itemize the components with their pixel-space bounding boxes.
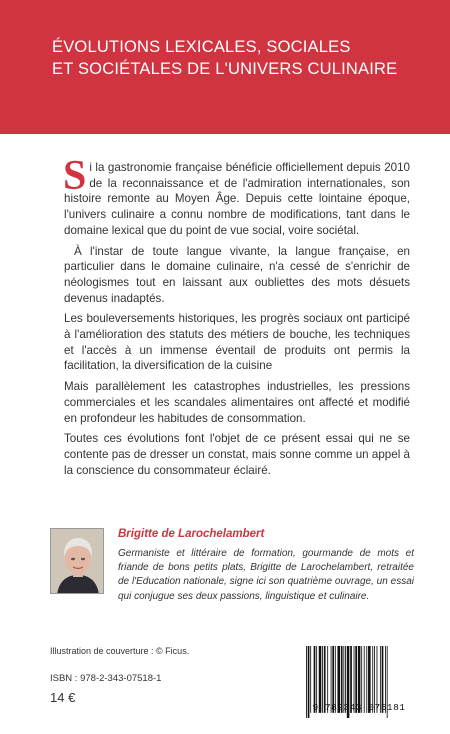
isbn: ISBN : 978-2-343-07518-1 [50,673,162,684]
cover-header-band [0,0,450,134]
book-title-line-1: ÉVOLUTIONS LEXICALES, SOCIALES [52,38,351,56]
barcode-digits: 9 782343 075181 [312,702,406,713]
blurb-paragraph-1-text: i la gastronomie française bénéficie officiellement depuis 2010 de la reconnaissance et de l'admiration internationales, son histoire remonte au Moyen Âge. Depuis cette lointaine époque, l'univers culinaire a connu nombre de modifications, tant dans le domaine lexical que du point de vue social, voire sociétal. [64,161,410,237]
blurb-paragraph-1 [63,153,410,239]
author-photo [50,528,104,594]
price: 14 € [50,690,76,705]
back-cover-blurb [63,153,410,483]
book-title-line-2: ET SOCIÉTALES DE L'UNIVERS CULINAIRE [52,60,398,78]
blurb-paragraph-2: À l'instar de toute langue vivante, la langue française, en particulier dans le domaine culinaire, n'a cessé de s'enrichir de néologismes tout en laissant aux oubliettes des mots désuets devenus inadaptés. [64,244,410,305]
blurb-paragraph-3: Les bouleversements historiques, les progrès sociaux ont participé à l'amélioration des statuts des métiers de bouche, les techniques et l'accès à un immense éventail de produits ont permis la facilitation, la diversification de la cuisine [64,312,410,373]
blurb-paragraph-4: Mais parallèlement les catastrophes industrielles, les pressions commerciales et les scandales alimentaires ont affecté et modifié en profondeur les habitudes de consommation. [64,380,410,425]
drop-cap: S [63,153,87,199]
author-name: Brigitte de Larochelambert [118,528,265,540]
author-bio: Germaniste et littéraire de formation, gourmande de mots et friande de bons petits plats, Brigitte de Larochelambert, retraitée de l'Education nationale, signe ici son quatrième ouvrage, un essai qui conjugue ses deux passions, linguistique et culinaire. [118,548,414,602]
blurb-paragraph-5: Toutes ces évolutions font l'objet de ce présent essai qui ne se contente pas de dresser un constat, mais sonne comme un appel à la conscience du consommateur éclairé. [64,432,410,477]
book-title [52,36,432,80]
author-portrait-image [51,529,104,594]
cover-illustration-credit: Illustration de couverture : © Ficus. [50,646,190,656]
